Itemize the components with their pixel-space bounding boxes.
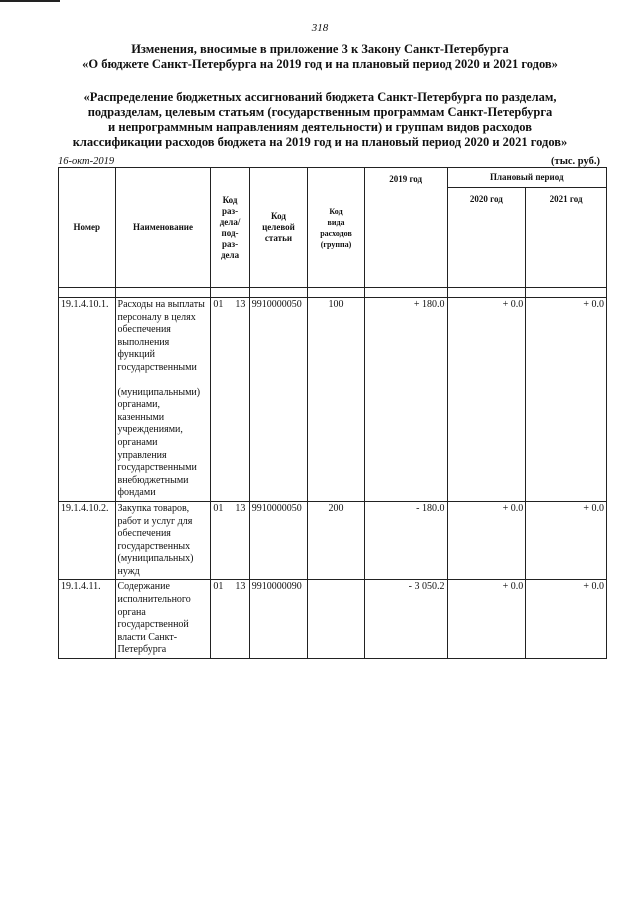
row-2021-amount: + 0.0 [526,580,607,659]
row-group-code: 100 [308,298,365,502]
row-name: Содержание исполнительного органа государственной власти Санкт-Петербурга [115,580,211,659]
units-label: (тыс. руб.) [551,156,600,167]
header-plan-period: Плановый период [447,168,606,188]
title-line: «О бюджете Санкт-Петербурга на 2019 год и на плановый период 2020 и 2021 годов» [82,57,558,71]
row-2021-amount: + 0.0 [526,501,607,580]
subtitle-line: и непрограммным направлениям деятельности) и группам видов расходов [108,120,532,134]
row-number: 19.1.4.10.1. [59,298,116,502]
row-target-code: 9910000050 [249,501,308,580]
header-group-code: Код вида расходов (группа) [308,168,365,288]
corner-rule [0,0,60,2]
document-subtitle [60,90,580,150]
row-target-code: 9910000050 [249,298,308,502]
header-section-code: Код раз- дела/ под- раз- дела [211,168,249,288]
row-name: Расходы на выплаты персоналу в целях обеспечения выполнения функций государственными (муниципальными) органами, казенными учреждениями, органами управления государственными внебюджетными фондами [115,298,211,502]
table-row [59,298,607,502]
title-line: Изменения, вносимые в приложение 3 к Закону Санкт-Петербурга [131,42,509,56]
table-row [59,580,607,659]
row-2020-amount: + 0.0 [447,580,526,659]
row-2021-amount: + 0.0 [526,298,607,502]
budget-table [58,167,607,659]
row-number: 19.1.4.10.2. [59,501,116,580]
document-title [60,42,580,72]
subtitle-line: «Распределение бюджетных ассигнований бюджета Санкт-Петербурга по разделам, [83,90,557,104]
row-section-code: 01 13 [211,298,249,502]
header-2020: 2020 год [447,188,526,288]
row-section-code: 01 13 [211,580,249,659]
row-section-code: 01 13 [211,501,249,580]
row-group-code: 200 [308,501,365,580]
row-target-code: 9910000090 [249,580,308,659]
header-name: Наименование [115,168,211,288]
header-2019: 2019 год [364,168,447,288]
subtitle-line: классификации расходов бюджета на 2019 год и на плановый период 2020 и 2021 годов» [72,135,568,149]
page-number: 318 [311,22,329,34]
subtitle-line: подразделам, целевым статьям (государственным программам Санкт-Петербурга [87,105,553,119]
header-2021: 2021 год [526,188,607,288]
row-number: 19.1.4.11. [59,580,116,659]
row-group-code [308,580,365,659]
row-name: Закупка товаров, работ и услуг для обеспечения государственных (муниципальных) нужд [115,501,211,580]
row-2019-amount: + 180.0 [364,298,447,502]
table-row [59,501,607,580]
row-2020-amount: + 0.0 [447,298,526,502]
header-number: Номер [59,168,116,288]
header-target-code: Код целевой статьи [249,168,308,288]
row-2019-amount: - 180.0 [364,501,447,580]
document-date: 16-окт-2019 [58,156,115,167]
row-2019-amount: - 3 050.2 [364,580,447,659]
row-2020-amount: + 0.0 [447,501,526,580]
